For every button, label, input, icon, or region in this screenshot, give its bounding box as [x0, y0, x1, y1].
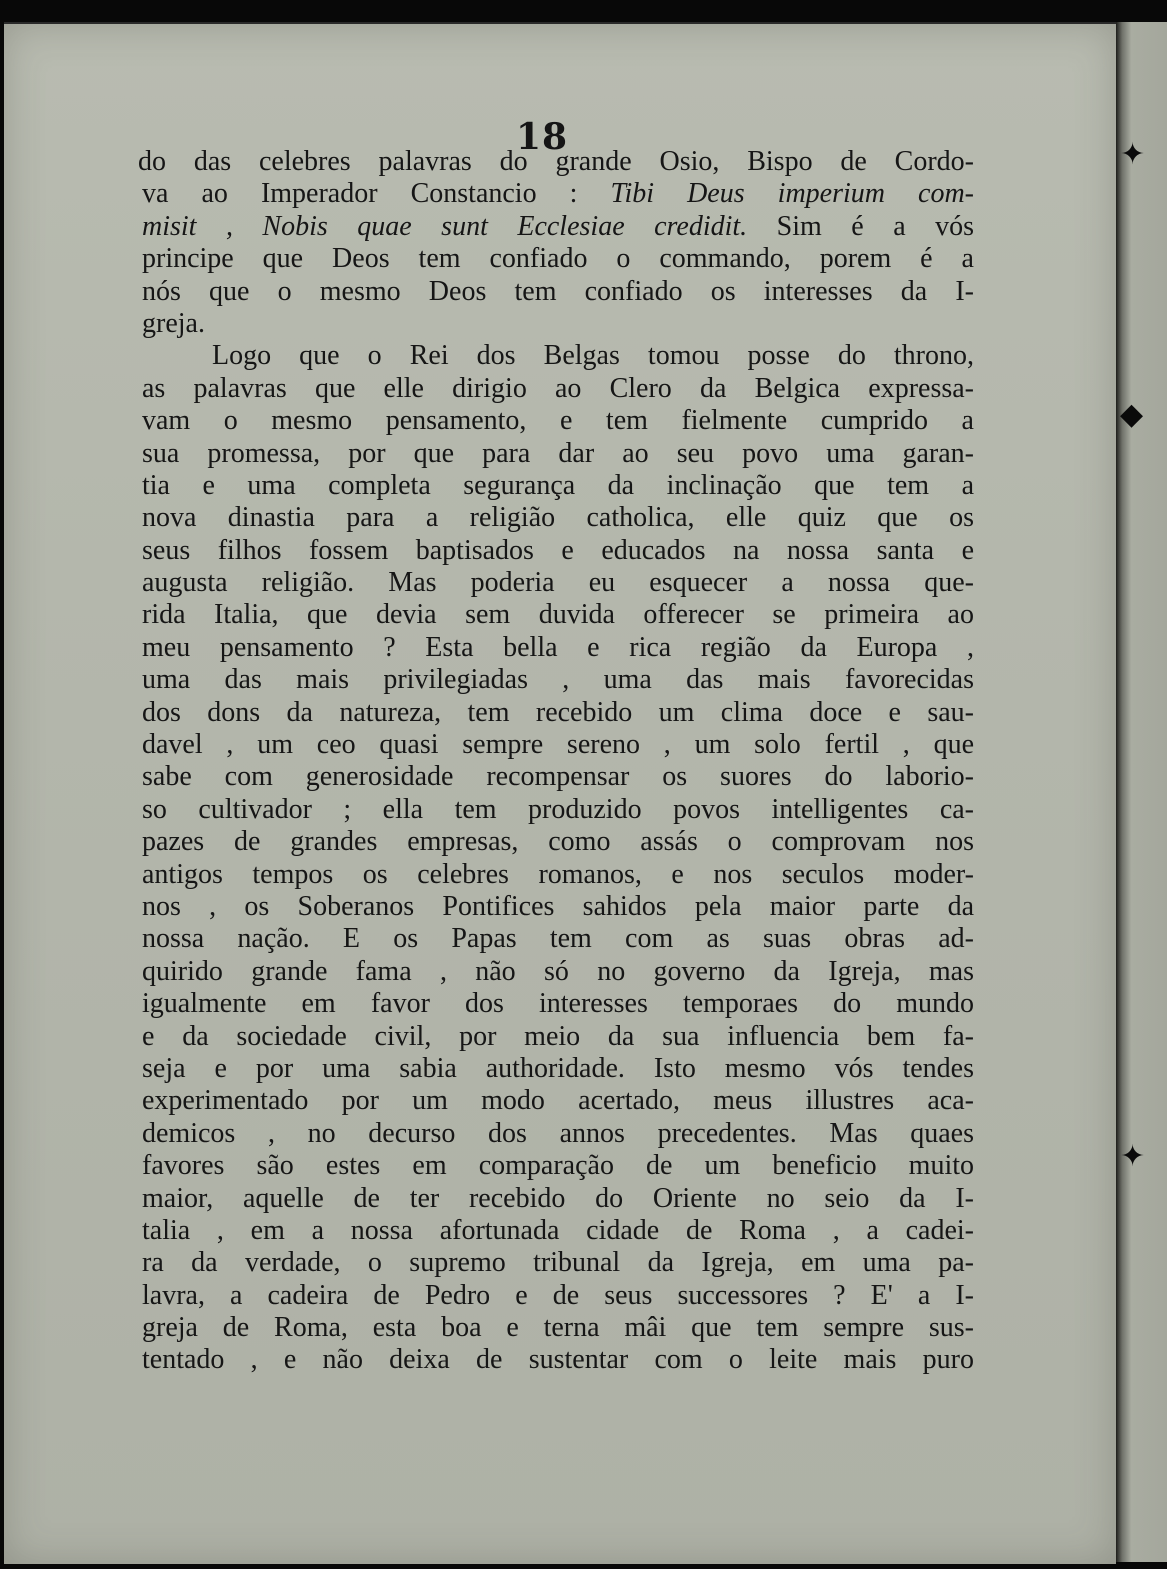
text-line: vam o mesmo pensamento, e tem fielmente cumprido a	[142, 405, 974, 437]
text-line: lavra, a cadeira de Pedro e de seus successores ? E' a I-	[142, 1279, 974, 1311]
text-line: sabe com generosidade recompensar os suores do laborio-	[142, 761, 974, 793]
text-line: Logo que o Rei dos Belgas tomou posse do throno,	[212, 340, 974, 372]
text-line: e da sociedade civil, por meio da sua influencia bem fa-	[142, 1020, 974, 1052]
text-line: seja e por uma sabia authoridade. Isto mesmo vós tendes	[142, 1052, 974, 1084]
body-text	[138, 146, 975, 1377]
text-line: nos , os Soberanos Pontifices sahidos pela maior parte da	[142, 890, 974, 922]
adjacent-page-edge	[1116, 22, 1167, 1562]
text-line: greja.	[142, 307, 205, 339]
text-line: igualmente em favor dos interesses temporaes do mundo	[142, 988, 974, 1020]
page-number: 18	[516, 116, 569, 158]
text-line: as palavras que elle dirigio ao Clero da Belgica expressa-	[142, 372, 974, 404]
binding-mark-icon: ✦	[1120, 1139, 1146, 1174]
text-line: do das celebres palavras do grande Osio, Bispo de Cordo-	[138, 146, 974, 177]
text-line: ra da verdade, o supremo tribunal da Igreja, em uma pa-	[142, 1247, 974, 1279]
text-line: misit , Nobis quae sunt Ecclesiae credidit. Sim é a vós	[142, 210, 975, 242]
text-line: meu pensamento ? Esta bella e rica região da Europa ,	[142, 631, 974, 663]
text-line: demicos , no decurso dos annos precedentes. Mas quaes	[142, 1117, 974, 1149]
text-line: seus filhos fossem baptisados e educados na nossa santa e	[142, 534, 974, 566]
text-line: dos dons da natureza, tem recebido um clima doce e sau-	[142, 696, 974, 728]
text-line: nós que o mesmo Deos tem confiado os interesses da I-	[142, 275, 974, 307]
text-line: nossa nação. E os Papas tem com as suas obras ad-	[142, 923, 974, 955]
text-line: maior, aquelle de ter recebido do Oriente no seio da I-	[142, 1182, 974, 1214]
binding-mark-icon: ✦	[1120, 137, 1146, 172]
text-line: sua promessa, por que para dar ao seu povo uma garan-	[142, 437, 974, 469]
text-line: favores são estes em comparação de um beneficio muito	[142, 1150, 974, 1182]
text-line: nova dinastia para a religião catholica, elle quiz que os	[142, 502, 974, 534]
text-line: davel , um ceo quasi sempre sereno , um solo fertil , que	[142, 729, 974, 761]
text-line: rida Italia, que devia sem duvida offerecer se primeira ao	[142, 599, 974, 631]
text-line: so cultivador ; ella tem produzido povos intelligentes ca-	[142, 793, 974, 825]
text-line: experimentado por um modo acertado, meus illustres aca-	[142, 1085, 974, 1117]
text-line: tentado , e não deixa de sustentar com o leite mais puro	[142, 1344, 974, 1376]
text-line: greja de Roma, esta boa e terna mâi que tem sempre sus-	[142, 1312, 974, 1344]
text-line: principe que Deos tem confiado o commando, porem é a	[142, 243, 974, 275]
binding-mark-icon: ◆	[1120, 397, 1144, 432]
text-line: talia , em a nossa afortunada cidade de Roma , a cadei-	[142, 1214, 974, 1246]
text-line: pazes de grandes empresas, como assás o comprovam nos	[142, 826, 974, 858]
text-line: va ao Imperador Constancio : Tibi Deus imperium com-	[142, 178, 975, 210]
text-line: tia e uma completa segurança da inclinação que tem a	[142, 469, 974, 501]
text-line: quirido grande fama , não só no governo da Igreja, mas	[142, 955, 974, 987]
text-line: uma das mais privilegiadas , uma das mais favorecidas	[142, 664, 974, 696]
text-line: antigos tempos os celebres romanos, e nos seculos moder-	[142, 858, 974, 890]
text-line: augusta religião. Mas poderia eu esquecer a nossa que-	[142, 567, 974, 599]
